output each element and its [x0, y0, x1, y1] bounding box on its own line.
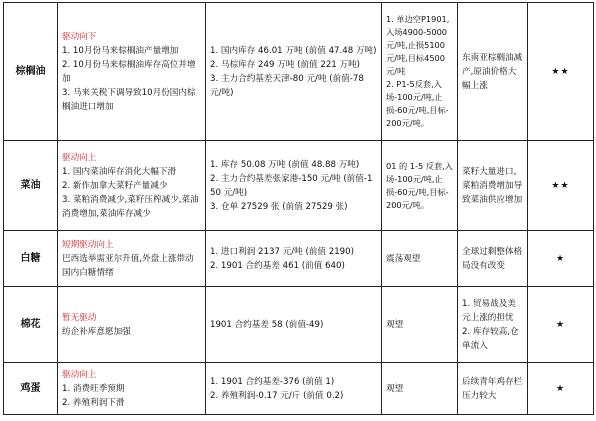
commodity-name: 鸡蛋 — [4, 363, 58, 415]
strategy-cell: 震荡观望 — [382, 231, 458, 287]
table-row — [4, 141, 594, 231]
commodity-name: 棕榈油 — [4, 3, 58, 141]
driver-direction: 暂无驱动 — [62, 312, 97, 323]
risk-cell: 菜籽大量进口,菜粕消费增加导致菜油供应增加 — [458, 141, 528, 231]
driver-direction: 短期驱动向上 — [62, 239, 114, 250]
drivers-cell: 短期驱动向上 巴西选举需亚尔升值,外盘上涨带动国内白糖情绪 — [58, 231, 206, 287]
table-row — [4, 363, 594, 415]
drivers-cell: 驱动向上 1. 国内菜油库存消化大幅下滑 2. 新作加拿大菜籽产量减少 3. 菜粕消费减少,菜籽压榨减少,菜油消费增加,菜油库存减少 — [58, 141, 206, 231]
strategy-cell: 1. 单边空P1901,入场4900-5000元/吨,止损5100元/吨,目标4500元/吨 2. P1-5反套,入场-100元/吨,止损-60元/吨,目标-200元/吨。 — [382, 3, 458, 141]
table-row — [4, 287, 594, 363]
commodity-table — [3, 2, 594, 415]
inventory-cell: 1. 1901 合约基差-376 (前值 1) 2. 养殖利润-0.17 元/斤 (前值 0.2) — [206, 363, 382, 415]
inventory-cell: 1. 国内库存 46.01 万吨 (前值 47.48 万吨) 2. 马棕库存 249 万吨 (前值 221 万吨) 3. 主力合约基差天津-80 元/吨 (前值-78 元/吨) — [206, 3, 382, 141]
risk-cell: 全球过剩整体格局没有改变 — [458, 231, 528, 287]
rating-stars: ★ — [528, 363, 594, 415]
risk-cell: 东南亚棕榈油减产,原油价格大幅上涨 — [458, 3, 528, 141]
strategy-cell: 观望 — [382, 287, 458, 363]
drivers-cell: 驱动向下 1. 10月份马来棕榈油产量增加 2. 10月份马来棕榈油库存高位并增加 3. 马来关税下调导致10月份国内棕榈油进口增加 — [58, 3, 206, 141]
rating-stars: ★ — [528, 231, 594, 287]
rating-stars: ★★ — [528, 141, 594, 231]
commodity-name: 棉花 — [4, 287, 58, 363]
rating-stars: ★★ — [528, 3, 594, 141]
commodity-name: 白糖 — [4, 231, 58, 287]
commodity-name: 菜油 — [4, 141, 58, 231]
strategy-cell: 观望 — [382, 363, 458, 415]
strategy-cell: 01 的 1-5 反套,入场-100元/吨,止损-60元/吨,目标-200元/吨。 — [382, 141, 458, 231]
driver-direction: 驱动向下 — [62, 31, 97, 42]
table-row — [4, 3, 594, 141]
drivers-cell: 暂无驱动 纺企补库意愿加强 — [58, 287, 206, 363]
risk-cell: 后续青年鸡存栏压力较大 — [458, 363, 528, 415]
inventory-cell: 1. 进口利润 2137 元/吨 (前值 2190) 2. 1901 合约基差 461 (前值 640) — [206, 231, 382, 287]
table-row — [4, 231, 594, 287]
risk-cell: 1. 贸易战及美元上涨的担忧 2. 库存较高,仓单流入 — [458, 287, 528, 363]
driver-direction: 驱动向上 — [62, 152, 97, 163]
driver-direction: 驱动向上 — [62, 369, 97, 380]
drivers-cell: 驱动向上 1. 消费旺季预期 2. 养殖利润下滑 — [58, 363, 206, 415]
rating-stars: ★ — [528, 287, 594, 363]
inventory-cell: 1901 合约基差 58 (前值-49) — [206, 287, 382, 363]
inventory-cell: 1. 库存 50.08 万吨 (前值 48.88 万吨) 2. 主力合约基差张家港-150 元/吨 (前值-150 元/吨) 3. 仓单 27529 张 (前值 27529 张) — [206, 141, 382, 231]
